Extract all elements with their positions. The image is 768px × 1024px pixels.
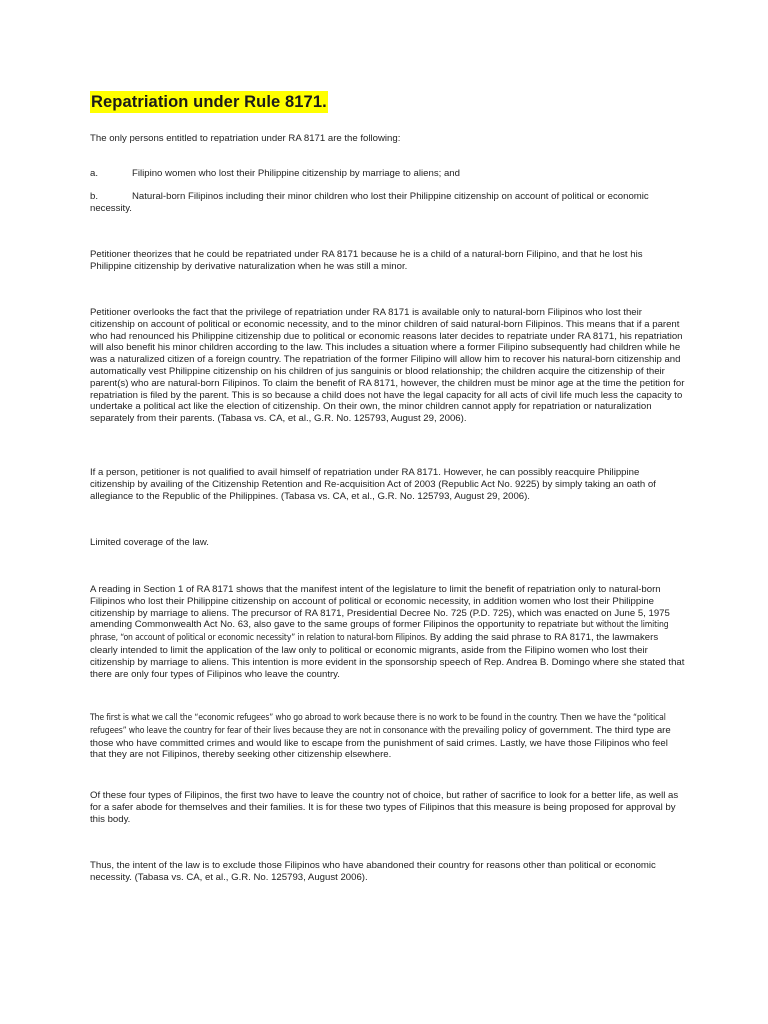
- list-item-a: [90, 168, 686, 180]
- theorizes-paragraph: Petitioner theorizes that he could be repatriated under RA 8171 because he is a child of a natural-born Filipino, and that he lost his Philippine citizenship by derivative naturalization when he was still a minor.: [90, 249, 643, 272]
- document-title: Repatriation under Rule 8171.: [91, 93, 327, 111]
- quote-paragraph: [90, 712, 686, 761]
- reading-text-a: A reading in Section 1 of RA 8171 shows that the manifest intent of the legislature to limit the benefit of repatriation only to natural-born Filipinos who lost their Philippine citizenship on account of political or economic necessity, in addition women who lost their Philippine citizenship by marriage to aliens. The precursor of RA 8171, Presidential Decree No. 725 (P.D. 725), which was enacted on June 5, 1975 amending Commonwealth Act No. 63, also gave to the same groups of former Filipinos the opportunity to repatriate: [90, 584, 670, 631]
- list-marker-a: a.: [90, 168, 99, 179]
- quote-text-d: policy of government. The third type are those who have committed crimes and would like to escape from the punishment of said crimes. Lastly, we have those Filipinos who feel that they are not Filipinos, thereby seeking other citizenship elsewhere.: [90, 724, 671, 761]
- overlooks-paragraph: Petitioner overlooks the fact that the privilege of repatriation under RA 8171 is available only to natural-born Filipinos who lost their citizenship on account of political or economic necessity, and to the minor children of said natural-born Filipinos. This means that if a parent who had renounced his Philippine citizenship due to political or economic reasons later decides to repatriate under RA 8171, his repatriation will also benefit his minor children according to the law. This includes a situation where a former Filipino subsequently had children while he was a naturalized citizen of a foreign country. The repatriation of the former Filipino will allow him to recover his natural-born citizenship and automatically vest Philippine citizenship on his children of jus sanguinis or blood relationship; the children acquire the citizenship of their parent(s) who are natural-born Filipinos. To claim the benefit of RA 8171, however, the children must be minor age at the time the petition for repatriation is filed by the parent. This is so because a child does not have the legal capacity for all acts of civil life much less the capacity to undertake a political act like the election of citizenship. On their own, the minor children cannot apply for repatriation or naturalization separately from their parents. (Tabasa vs. CA, et al., G.R. No. 125793, August 29, 2006).: [90, 307, 685, 425]
- list-text-b: Natural-born Filipinos including their minor children who lost their Philippine citizenship on account of political or economic necessity.: [90, 191, 649, 214]
- title-wrap: [90, 91, 328, 113]
- reading-paragraph: [90, 584, 686, 680]
- four-types-paragraph: Of these four types of Filipinos, the first two have to leave the country not of choice, but rather of sacrifice to look for a better life, as well as for a safer abode for themselves and their families. It is for these two types of Filipinos that this measure is being proposed for approval by this body.: [90, 790, 679, 825]
- quote-text-a: The first is what we call the “economic refugees” who go abroad to work because there is no work to be found in the country.: [90, 713, 558, 723]
- reading-text-b: but without the limiting phrase, “on account of political or economic necessity” in relation to natural-born Filipinos.: [90, 620, 669, 644]
- limited-coverage-heading: Limited coverage of the law.: [90, 537, 209, 548]
- quote-text-c: we have the “political refugees” who leave the country for fear of their lives because they are not in consonance with the prevailing: [90, 713, 666, 736]
- thus-paragraph: Thus, the intent of the law is to exclude those Filipinos who have abandoned their country for reasons other than political or economic necessity. (Tabasa vs. CA, et al., G.R. No. 125793, August 2006).: [90, 860, 656, 883]
- not-qualified-paragraph: If a person, petitioner is not qualified to avail himself of repatriation under RA 8171. However, he can possibly reacquire Philippine citizenship by availing of the Citizenship Retention and Re-acquisition Act of 2003 (Republic Act No. 9225) by simply taking an oath of allegiance to the Republic of the Philippines. (Tabasa vs. CA, et al., G.R. No. 125793, August 29, 2006).: [90, 467, 656, 502]
- intro-paragraph: The only persons entitled to repatriation under RA 8171 are the following:: [90, 133, 401, 144]
- list-text-a: Filipino women who lost their Philippine citizenship by marriage to aliens; and: [132, 168, 460, 179]
- quote-text-b: Then: [560, 712, 583, 723]
- list-marker-b: b.: [90, 191, 99, 202]
- reading-text-c: By adding the said phrase to RA 8171, the lawmakers clearly intended to limit the application of the law only to political or economic migrants, aside from the Filipino women who lost their citizenship by marriage to aliens. This intention is more evident in the sponsorship speech of Rep. Andrea B. Domingo where she stated that there are only four types of Filipinos who leave the country.: [90, 632, 685, 680]
- list-item-b: [90, 191, 686, 215]
